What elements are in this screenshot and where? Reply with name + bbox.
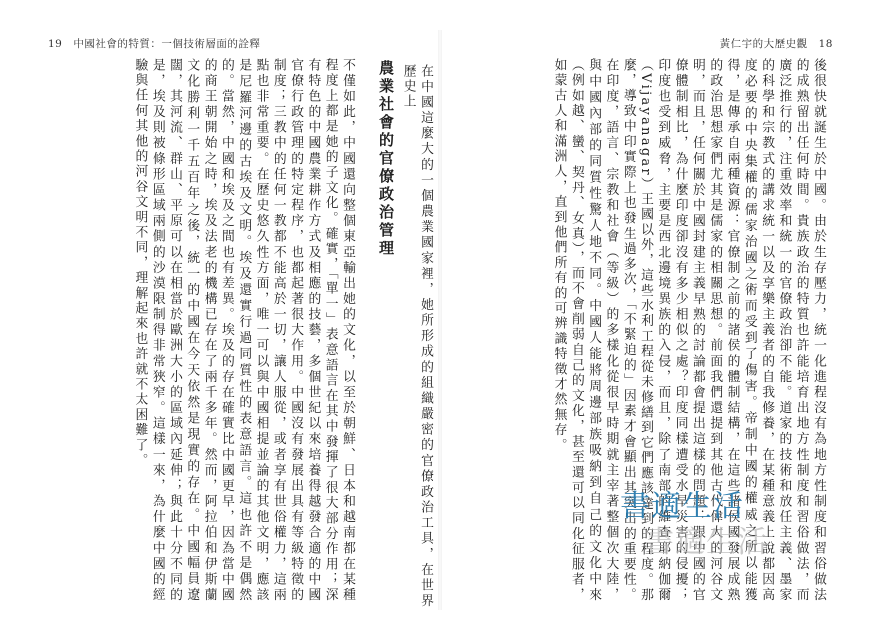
section-heading: 農業社會的官僚政治管理 — [377, 60, 395, 258]
left-running-head: 19 中國社會的特質：一個技術層面的詮釋 — [48, 38, 261, 50]
right-page — [440, 0, 881, 625]
right-running-head: 黃仁宇的大歷史觀 18 — [719, 38, 833, 50]
watermark-text: 書適生活 — [620, 489, 744, 524]
left-page — [0, 0, 440, 625]
left-body-text: 不僅如此，中國還向整個東亞輸出她的文化，以至於朝鮮、日本和越南都在某種程度上都是她的子文化。確實，「單一」表意語言在其中發揮了很大部分作用；深有特色的中國農業耕作方式及相應的技藝，多個世紀以來培養得越發合適的中國官僚行政管理的特定程序，也都起著很大作用。中國沒有發展出具有等級特徵的制度；三教中的任何一教都不能高於一切，讓人服從，或者享有世俗權力，這兩點也非常重要。在歷史悠久性方面，唯一可以與中國相提並論的其他文明，應該是尼羅河邊的古埃及文明。埃及還實行過同質性的表意語言。這也許不是偶然的。當然，中國和埃及之間也有差異。埃及的存在確實比中國更早，因為當中國的商王朝開始之時，埃及法老的機構已存在了兩千多年。然而，阿拉伯和伊斯蘭文化勝利一千五百年之後，統一的中國在今天依然是現實的存在。中國幅員遼闊，其河流、群山、平原可以在相當於歐洲大小的區域內延伸；與此十分不同的是，埃及則被條形區域兩側的沙漠限制得非常狹窄。這樣一來，為什麼中國的經驗與任何其他的河谷文明不同，理解起來也許就不太困難了。 — [132, 58, 355, 603]
watermark-shadow-text: 書適生活 — [644, 525, 768, 560]
watermark — [620, 489, 768, 580]
right-body-text: 後很快就誕生於中國。由於生存壓力，統一化進程沒有為地方性制度和習俗做法的成熟留出任何時間。貴族政治的特質也許能培育出地方性制度和習俗做法，而廣泛推行的，注重效率和統一的官僚政治卻不能。道家的技術和放任主義、墨家的科學和宗教式的講求統一以及享樂主義者的自我修養，在某種意義上說都因高度必要的中央集權的儒家治國之術而受到了傷害。帝制中國的權威之所以能獲得，是傳承自兩種資源：官僚制之前的諸侯的體制結構，在這些諸侯國發展成熟的政治思想家們尤其是儒家的相關思想。前面我們還提到其他古代偉大的河谷文明，而且，任何關於中國封建主義早熟的討論都會提出這樣的問題：跟中國的官僚體制相比，為什麼印度卻沒有多少相似之處？印度同樣遭受水旱災害的侵擾；印度也受到威脅，主要是西北邊境異族的入侵，而且，除了南部的維查耶納伽爾（Vijayanagar）王國以外，這些水利工程從未修繕到它們應該達到的程度。那麼，導致中印實際上也發生過多次，「不緊迫的」因素才會顯出其突出的重要性。在印度，語言、宗教和社會（等級）的多樣化從很早時期就主宰著整個次大陸，與中國內部的同質性驚人地不同。中國人能將周邊部族吸納到自己的文化中來（例如越、蠻、契丹、女真），而不會削弱自己的文化，甚至還可以同化征服者，如蒙古人和滿洲人，直到他們所有的可辨識特徵才然無存。 — [551, 58, 826, 603]
left-body-text-continued: 在中國這麼大的一個農業國家裡，她所形成的組織嚴密的官僚政治工具，在世界歷史上 — [400, 64, 433, 609]
